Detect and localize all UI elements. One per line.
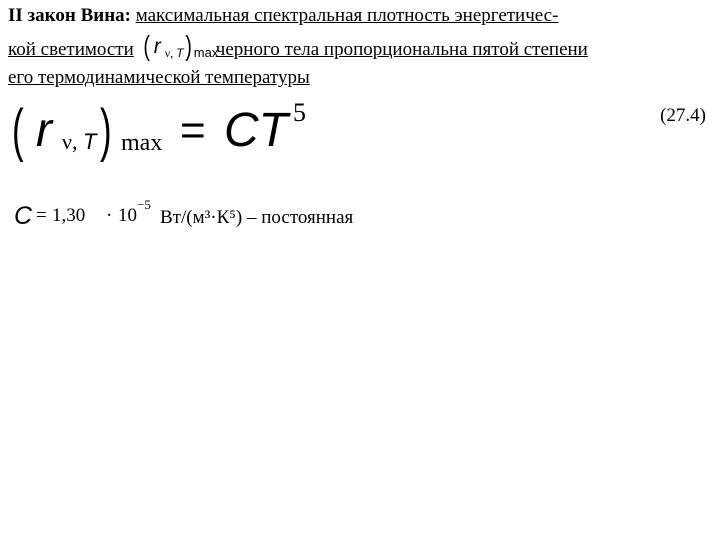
equation-suffix-max: max xyxy=(121,130,163,156)
equation-exponent: 5 xyxy=(293,98,306,127)
inline-suffix-max: max xyxy=(193,45,219,60)
equation-open-paren: ( xyxy=(12,98,24,163)
law-title-colon: : xyxy=(124,5,131,26)
inline-symbol-r: r xyxy=(153,35,161,58)
inline-close-paren: ) xyxy=(185,30,192,61)
constant-multiply-dot: · xyxy=(106,205,113,226)
statement-text-1: максимальная спектральная плотность энергетичес- xyxy=(135,5,559,26)
inline-subscript-nu: ν xyxy=(164,46,171,60)
statement-text-4: его термодинамической температуры xyxy=(8,67,310,88)
statement-text-3: черного тела пропорциональна пятой степени xyxy=(215,39,588,60)
inline-subscript-sep: , xyxy=(170,46,177,60)
equation-equals-sign: = xyxy=(180,106,206,155)
paragraph-line-1 xyxy=(8,4,716,28)
constant-unit-note: Вт/(м³·К⁵) – постоянная xyxy=(160,207,354,228)
equation-rhs-ct: CT xyxy=(224,104,288,157)
wien-second-law-equation xyxy=(8,100,328,170)
constant-base: 10 xyxy=(118,205,137,226)
statement-text-2: кой светимости xyxy=(8,39,134,60)
inline-formula-r-max xyxy=(134,30,219,62)
equation-symbol-r: r xyxy=(36,104,52,157)
law-title: II закон Вина xyxy=(8,5,125,26)
equation-number: (27.4) xyxy=(660,105,706,126)
constant-power: −5 xyxy=(137,197,151,212)
constant-equals: = xyxy=(36,205,47,226)
paragraph-line-3 xyxy=(8,66,716,90)
inline-subscript-t: T xyxy=(176,46,184,60)
inline-subscript xyxy=(165,46,184,60)
constant-value: 1,30 xyxy=(52,205,86,226)
equation-close-paren: ) xyxy=(100,98,112,163)
equation-subscript xyxy=(62,130,96,154)
constant-symbol: C xyxy=(14,202,33,230)
equation-subscript-sep: , xyxy=(71,129,83,154)
equation-subscript-nu: ν xyxy=(62,129,72,154)
paragraph-line-2 xyxy=(8,30,716,62)
inline-open-paren: ( xyxy=(143,30,150,61)
equation-subscript-t: T xyxy=(82,129,97,154)
constant-definition xyxy=(14,197,614,232)
